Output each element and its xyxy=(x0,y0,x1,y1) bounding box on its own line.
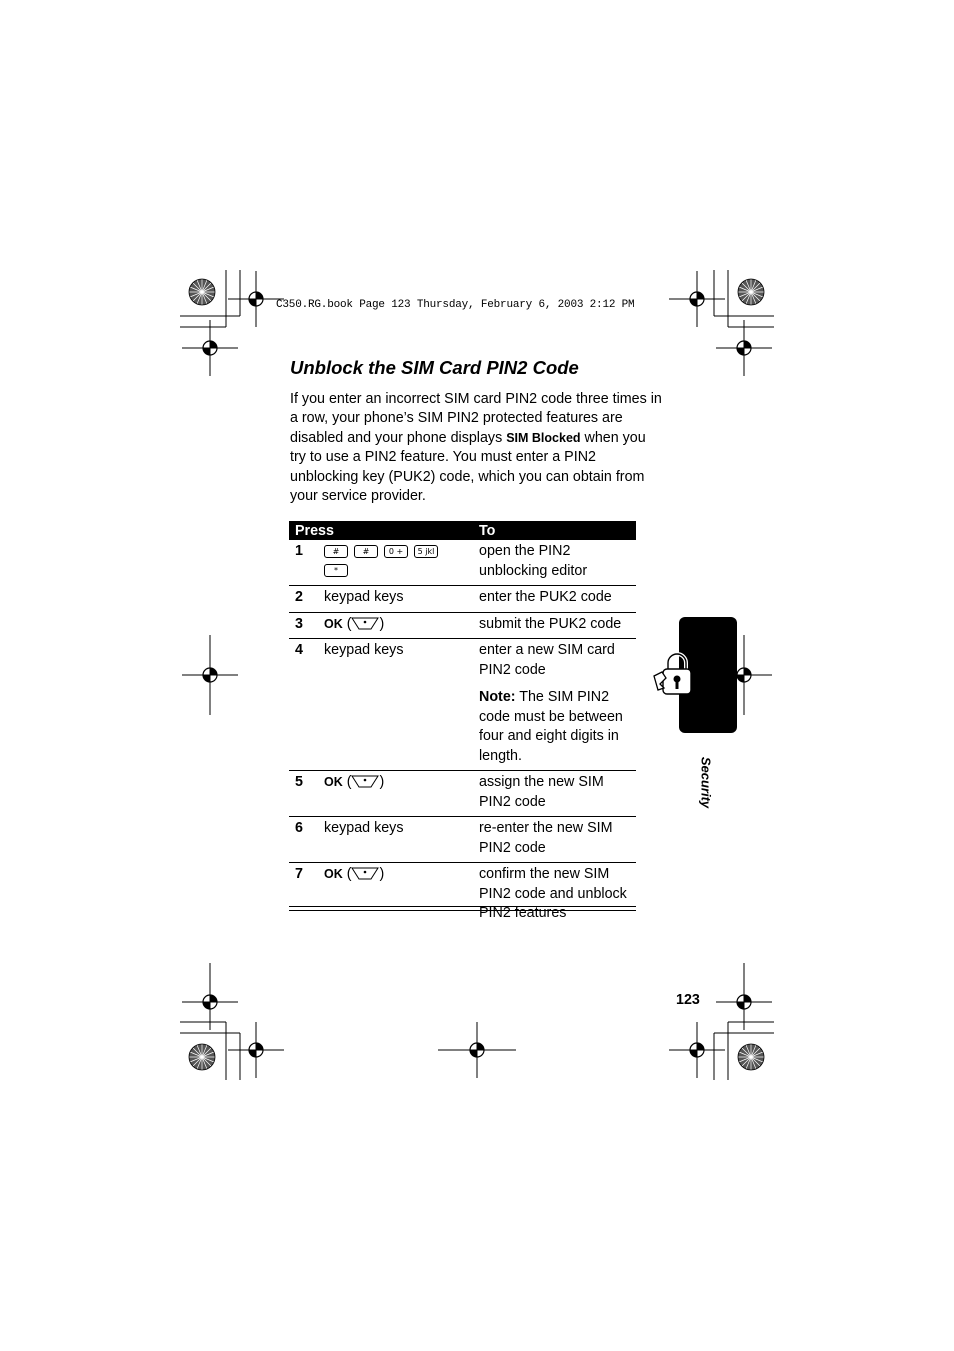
star-key-icon: * xyxy=(324,564,348,577)
intro-paragraph xyxy=(290,390,665,506)
zero-key-icon: 0 + xyxy=(384,545,408,558)
table-row xyxy=(289,863,636,928)
to-cell: re-enter the new SIM PIN2 code xyxy=(474,817,636,863)
press-cell: OK ( ) xyxy=(324,866,385,882)
ok-label: OK xyxy=(324,867,343,881)
to-text: enter a new SIM card PIN2 code xyxy=(479,642,615,678)
right-soft-key-icon xyxy=(351,617,379,630)
intro-text-post: when you try to use a PIN2 feature. You must enter a PIN2 unblocking key (PUK2) code, which you can obtain from your service provider. xyxy=(290,429,646,505)
to-cell: open the PIN2 unblocking editor xyxy=(474,540,636,586)
to-cell: enter the PUK2 code xyxy=(474,586,636,613)
step-number: 2 xyxy=(289,586,324,613)
press-cell: keypad keys xyxy=(324,817,474,863)
to-cell xyxy=(474,639,636,771)
padlock-key-icon xyxy=(652,650,698,698)
right-soft-key-icon xyxy=(351,775,379,788)
to-cell: submit the PUK2 code xyxy=(474,612,636,639)
table-row xyxy=(289,639,636,771)
step-number: 3 xyxy=(289,612,324,639)
ok-label: OK xyxy=(324,775,343,789)
press-cell: keypad keys xyxy=(324,586,474,613)
press-cell xyxy=(324,540,474,586)
instruction-table xyxy=(289,521,636,928)
step-number: 4 xyxy=(289,639,324,771)
five-key-icon: 5 jkl xyxy=(414,545,438,558)
press-cell: OK ( ) xyxy=(324,771,474,817)
table-row xyxy=(289,817,636,863)
table-header-row xyxy=(289,521,636,540)
note-text: The SIM PIN2 code must be between four and eight digits in length. xyxy=(479,689,623,764)
press-cell: keypad keys xyxy=(324,639,474,771)
pound-key-icon: # xyxy=(324,545,348,558)
press-cell: OK ( ) xyxy=(324,612,474,639)
table-row xyxy=(289,771,636,817)
header-to: To xyxy=(474,521,636,540)
table-row xyxy=(289,612,636,639)
side-tab-label: Security xyxy=(698,756,714,809)
note-label: Note: xyxy=(479,689,516,705)
section-title: Unblock the SIM Card PIN2 Code xyxy=(290,357,579,378)
header-press: Press xyxy=(289,521,474,540)
step-number: 5 xyxy=(289,771,324,817)
print-header-line: C350.RG.book Page 123 Thursday, February 6, 2003 2:12 PM xyxy=(276,299,635,311)
step-number: 6 xyxy=(289,817,324,863)
intro-text-pre: If you enter an incorrect SIM card PIN2 code three times in a row, your phone’s SIM PIN2 protected features are disabled and your phone displays xyxy=(290,391,662,446)
step-number: 7 xyxy=(295,866,303,882)
to-cell: assign the new SIM PIN2 code xyxy=(474,771,636,817)
right-soft-key-icon xyxy=(351,867,379,880)
table-row xyxy=(289,586,636,613)
to-cell: confirm the new SIM PIN2 code and unblock PIN2 features xyxy=(479,866,627,921)
table-row xyxy=(289,540,636,586)
pound-key-icon: # xyxy=(354,545,378,558)
display-text-sim-blocked: SIM Blocked xyxy=(506,430,581,445)
ok-label: OK xyxy=(324,616,343,631)
page-number: 123 xyxy=(676,992,700,1008)
table-end-rule xyxy=(289,906,636,911)
step-number: 1 xyxy=(289,540,324,586)
